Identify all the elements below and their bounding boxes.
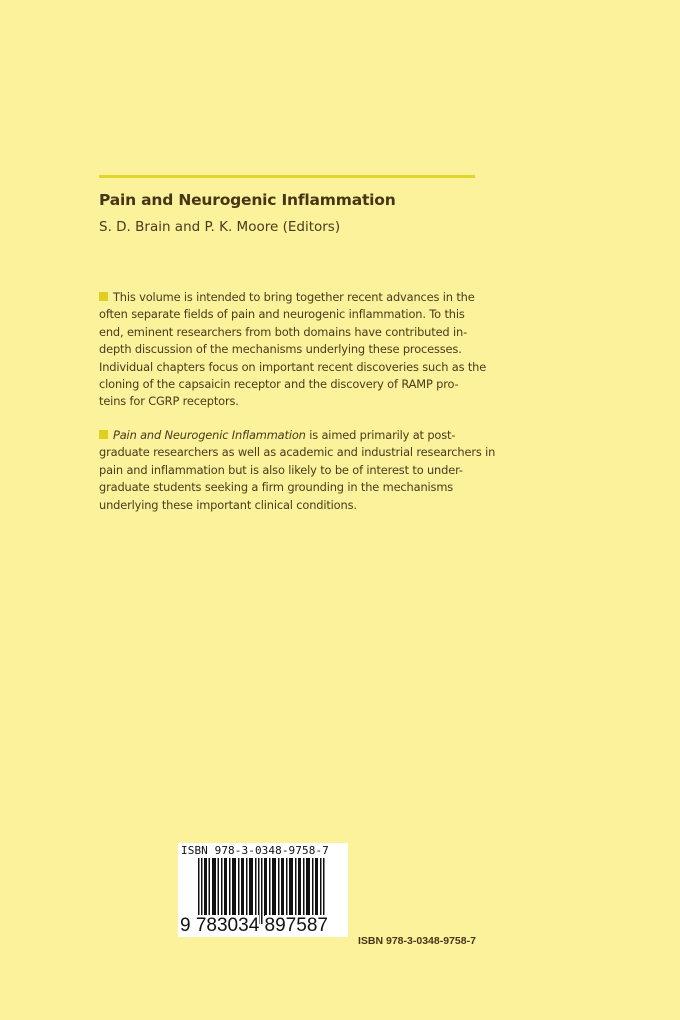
barcode-group-2: 897587 <box>264 915 328 936</box>
square-bullet-icon <box>99 430 108 439</box>
paragraph-line: teins for CGRP receptors. <box>99 394 239 409</box>
book-editors: S. D. Brain and P. K. Moore (Editors) <box>99 219 341 235</box>
paragraph-line: cloning of the capsaicin receptor and the discovery of RAMP pro- <box>99 377 459 392</box>
barcode <box>178 843 348 937</box>
paragraph-line: graduate researchers as well as academic and industrial researchers in <box>99 445 496 460</box>
paragraph-line: pain and inflammation but is also likely to be of interest to under- <box>99 462 463 477</box>
description-paragraph-1 <box>99 289 489 411</box>
barcode-digits <box>180 915 328 937</box>
paragraph-line: Individual chapters focus on important recent discoveries such as the <box>99 359 487 374</box>
book-title: Pain and Neurogenic Inflammation <box>99 191 396 209</box>
italic-title: Pain and Neurogenic Inflammation <box>113 428 306 442</box>
barcode-group-1: 783034 <box>195 915 260 936</box>
paragraph-line <box>99 289 489 306</box>
paragraph-line <box>99 427 489 444</box>
paragraph-line: end, eminent researchers from both domains have contributed in- <box>99 324 468 339</box>
paragraph-line: underlying these important clinical conditions. <box>99 497 357 512</box>
paragraph-line: graduate students seeking a firm grounding in the mechanisms <box>99 480 454 495</box>
square-bullet-icon <box>99 292 108 301</box>
title-rule <box>99 175 475 178</box>
isbn-label: ISBN 978-3-0348-9758-7 <box>358 935 476 947</box>
description-paragraph-2 <box>99 427 496 514</box>
barcode-first-digit: 9 <box>180 915 191 936</box>
paragraph-line: often separate fields of pain and neurogenic inflammation. To this <box>99 307 465 322</box>
line-text: is aimed primarily at post- <box>305 428 456 442</box>
line-text: This volume is intended to bring together recent advances in the <box>113 290 475 304</box>
paragraph-line: depth discussion of the mechanisms underlying these processes. <box>99 342 462 357</box>
barcode-isbn-text: ISBN 978-3-0348-9758-7 <box>181 844 329 857</box>
